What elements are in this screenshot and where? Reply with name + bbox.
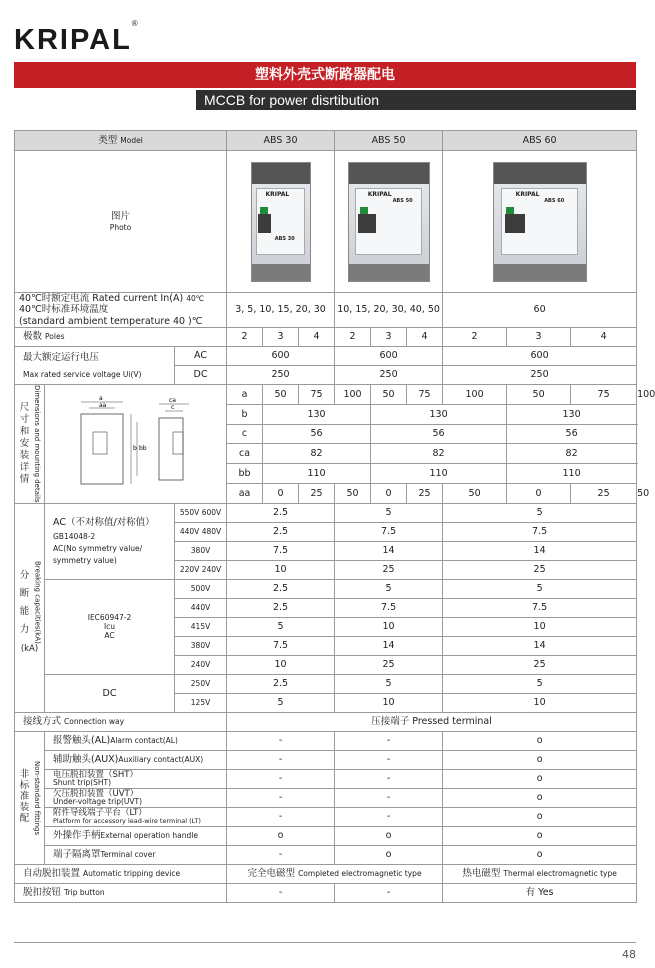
break-voltage: 125V [175, 693, 227, 712]
break-cell: 7.5 [443, 598, 637, 617]
svg-text:ca: ca [168, 397, 176, 405]
photo-label: 图片 Photo [15, 151, 227, 293]
dim-label-b: b [227, 404, 263, 424]
voltage-label: 最大额定运行电压 Max rated service voltage Ui(V) [15, 347, 175, 385]
voltage-cell: 600 [443, 347, 637, 366]
header-row [15, 131, 637, 151]
fitting-cell: o [443, 807, 637, 826]
dim-cell: 0 [371, 483, 407, 503]
dim-cell: 130 [371, 404, 507, 424]
break-cell: 7.5 [335, 522, 443, 541]
connection-row [15, 712, 637, 731]
break-cell: 10 [227, 655, 335, 674]
break-cell: 5 [443, 503, 637, 522]
trip-button-row [15, 883, 637, 902]
break-voltage: 250V [175, 674, 227, 693]
break-voltage: 220V 240V [175, 560, 227, 579]
dim-label-aa: aa [227, 483, 263, 503]
fitting-cell: o [227, 826, 335, 845]
dim-cell: 110 [371, 464, 507, 484]
break-cell: 5 [227, 617, 335, 636]
breaking-dc-group: DC [45, 674, 175, 712]
break-cell: 2.5 [227, 674, 335, 693]
fitting-label: 报警触头(AL)Alarm contact(AL) [45, 731, 227, 750]
rated-current-label: 40℃时额定电流 Rated current In(A) 40℃ 40℃时标准环境温度 (standard ambient temperature 40 )℃ [15, 293, 227, 328]
rated-current-abs30: 3, 5, 10, 15, 20, 30 [227, 293, 335, 328]
dim-label-c: c [227, 424, 263, 444]
dim-cell: 110 [507, 464, 637, 484]
fitting-cell: - [335, 807, 443, 826]
fitting-row [15, 845, 637, 864]
pole-cell: 3 [507, 328, 571, 347]
pole-cell: 3 [371, 328, 407, 347]
fitting-cell: o [335, 845, 443, 864]
breaking-iec-group: IEC60947-2 Icu AC [45, 579, 175, 674]
spec-table [14, 130, 655, 903]
voltage-cell: 600 [227, 347, 335, 366]
footer-divider [14, 942, 636, 943]
fitting-cell: - [227, 769, 335, 788]
break-cell: 10 [335, 617, 443, 636]
break-cell: 14 [335, 541, 443, 560]
dim-cell: 56 [371, 424, 507, 444]
break-cell: 7.5 [335, 598, 443, 617]
dim-cell: 56 [507, 424, 637, 444]
break-row-1 [15, 503, 637, 522]
fitting-row [15, 769, 637, 788]
dim-label-bb: bb [227, 464, 263, 484]
page-number: 48 [622, 948, 636, 961]
pole-cell: 3 [263, 328, 299, 347]
poles-row [15, 328, 637, 347]
fitting-label: 外操作手柄External operation handle [45, 826, 227, 845]
fitting-cell: - [227, 731, 335, 750]
break-cell: 5 [335, 579, 443, 598]
fitting-cell: o [443, 788, 637, 807]
photo-row [15, 151, 637, 293]
rated-current-row [15, 293, 637, 328]
dim-cell: 50 [335, 483, 371, 503]
fitting-cell: o [443, 826, 637, 845]
dim-cell: 75 [299, 385, 335, 405]
dim-cell: 75 [407, 385, 443, 405]
break-cell: 10 [443, 617, 637, 636]
voltage-ac-row [15, 347, 637, 366]
brand-logo [14, 19, 140, 57]
dim-cell: 100 [443, 385, 507, 405]
break-voltage: 240V [175, 655, 227, 674]
fitting-row [15, 788, 637, 807]
break-cell: 10 [443, 693, 637, 712]
dim-cell: 0 [507, 483, 571, 503]
break-cell: 14 [335, 636, 443, 655]
model-abs60: ABS 60 [443, 131, 637, 151]
svg-text:a: a [98, 395, 103, 403]
trip-button-cell: - [227, 883, 335, 902]
dim-row-a: 尺寸和安装详情 Dimensions and mounting details a aa b bb ca c a 50 75 100 50 75 100 50 75 100 [15, 385, 637, 405]
break-cell: 5 [443, 579, 637, 598]
break-cell: 10 [227, 560, 335, 579]
connection-label: 接线方式 Connection way [15, 712, 227, 731]
break-cell: 2.5 [227, 598, 335, 617]
fitting-row [15, 826, 637, 845]
break-voltage: 500V [175, 579, 227, 598]
break-cell: 10 [335, 693, 443, 712]
pole-cell: 4 [299, 328, 335, 347]
break-cell: 25 [335, 655, 443, 674]
dim-cell: 130 [507, 404, 637, 424]
fitting-cell: - [335, 788, 443, 807]
dim-cell: 100 [335, 385, 371, 405]
photo-abs60 [443, 151, 637, 293]
fitting-label: 欠压脱扣装置（UVT） Under-voltage trip(UVT) [45, 788, 227, 807]
fitting-cell: o [443, 769, 637, 788]
fitting-label: 端子隔离罩Terminal cover [45, 845, 227, 864]
fitting-cell: - [227, 845, 335, 864]
fitting-cell: - [335, 731, 443, 750]
breaking-ac-group: AC（不对称值/对称值） GB14048-2 AC(No symmetry value/ symmetry value) [45, 503, 175, 579]
break-cell: 7.5 [443, 522, 637, 541]
fitting-cell: o [335, 826, 443, 845]
dim-cell: 50 [507, 385, 571, 405]
auto-trip-thermal: 热电磁型 Thermal electromagnetic type [443, 864, 637, 883]
break-cell: 5 [335, 503, 443, 522]
breaker-abs50-image: KRIPAL ABS 50 [348, 162, 430, 282]
break-cell: 14 [443, 636, 637, 655]
title-en: MCCB for power disrtibution [196, 90, 636, 110]
fitting-label: 辅助触头(AUX)Auxiliary contact(AUX) [45, 750, 227, 769]
auto-trip-label: 自动脱扣装置 Automatic tripping device [15, 864, 227, 883]
fitting-cell: o [443, 750, 637, 769]
rated-current-abs60: 60 [443, 293, 637, 328]
fitting-cell: - [335, 750, 443, 769]
break-row-5 [15, 579, 637, 598]
break-cell: 2.5 [227, 503, 335, 522]
dim-cell: 82 [507, 444, 637, 464]
voltage-cell: 250 [443, 366, 637, 385]
trip-button-cell: - [335, 883, 443, 902]
break-cell: 14 [443, 541, 637, 560]
rated-current-abs50: 10, 15, 20, 30, 40, 50 [335, 293, 443, 328]
break-cell: 7.5 [227, 541, 335, 560]
title-cn: 塑料外壳式断路器配电 [14, 62, 636, 88]
dim-cell: 0 [263, 483, 299, 503]
break-cell: 5 [443, 674, 637, 693]
fitting-label: 附件导线端子平台（LT） Platform for accessory lead-wire terminal (LT) [45, 807, 227, 826]
connection-value: 压接端子 Pressed terminal [227, 712, 637, 731]
break-voltage: 440V 480V [175, 522, 227, 541]
fittings-label: 非标准装配 Non-standard fittings [15, 731, 45, 864]
svg-text:aa: aa [98, 402, 106, 410]
break-voltage: 440V [175, 598, 227, 617]
break-cell: 25 [443, 655, 637, 674]
voltage-cell: 250 [335, 366, 443, 385]
dim-cell: 50 [443, 483, 507, 503]
model-header: 类型 Model [15, 131, 227, 151]
break-voltage: 380V [175, 636, 227, 655]
break-cell: 25 [443, 560, 637, 579]
fitting-row [15, 750, 637, 769]
breaker-abs30-image: KRIPAL ABS 30 [251, 162, 311, 282]
dim-row-aa: aa 0 25 50 0 25 50 0 25 50 [15, 483, 637, 503]
dim-cell: 75 [571, 385, 637, 405]
break-voltage: 380V [175, 541, 227, 560]
breaking-label: 分断能力 Breaking capacities(kA) (kA) [15, 503, 45, 712]
trip-button-label: 脱扣按钮 Trip button [15, 883, 227, 902]
model-abs30: ABS 30 [227, 131, 335, 151]
break-cell: 2.5 [227, 579, 335, 598]
photo-abs30 [227, 151, 335, 293]
fitting-cell: - [335, 769, 443, 788]
dimensions-label: 尺寸和安装详情 Dimensions and mounting details [15, 385, 45, 504]
svg-text:b: b [132, 445, 137, 453]
break-cell: 5 [227, 693, 335, 712]
fitting-cell: - [227, 807, 335, 826]
dim-cell: 50 [263, 385, 299, 405]
dim-cell: 25 [299, 483, 335, 503]
pole-cell: 4 [407, 328, 443, 347]
auto-trip-row [15, 864, 637, 883]
pole-cell: 2 [227, 328, 263, 347]
brand-name: KRIPAL [14, 24, 132, 56]
voltage-cell: 250 [227, 366, 335, 385]
model-abs50: ABS 50 [335, 131, 443, 151]
registered-mark: ® [131, 19, 140, 29]
dim-cell: 110 [263, 464, 371, 484]
fitting-cell: o [443, 845, 637, 864]
fitting-row [15, 807, 637, 826]
pole-cell: 4 [571, 328, 637, 347]
pole-cell: 2 [443, 328, 507, 347]
auto-trip-completed: 完全电磁型 Completed electromagnetic type [227, 864, 443, 883]
dim-cell: 25 [571, 483, 637, 503]
dim-label-a: a [227, 385, 263, 405]
dim-cell: 50 [371, 385, 407, 405]
fitting-cell: - [227, 788, 335, 807]
dim-cell: 82 [263, 444, 371, 464]
break-cell: 25 [335, 560, 443, 579]
break-cell: 5 [335, 674, 443, 693]
photo-abs50 [335, 151, 443, 293]
dim-label-ca: ca [227, 444, 263, 464]
break-cell: 2.5 [227, 522, 335, 541]
dim-cell: 130 [263, 404, 371, 424]
fitting-cell: - [227, 750, 335, 769]
voltage-type: DC [175, 366, 227, 385]
trip-button-cell: 有 Yes [443, 883, 637, 902]
fitting-label: 电压脱扣装置（SHT） Shunt trip(SHT) [45, 769, 227, 788]
breaker-abs60-image: KRIPAL ABS 60 [493, 162, 587, 282]
svg-text:c: c [170, 404, 174, 412]
poles-label: 极数 Poles [15, 328, 227, 347]
dim-cell: 25 [407, 483, 443, 503]
break-row-10 [15, 674, 637, 693]
dim-cell: 82 [371, 444, 507, 464]
break-voltage: 550V 600V [175, 503, 227, 522]
pole-cell: 2 [335, 328, 371, 347]
fitting-cell: o [443, 731, 637, 750]
fitting-row [15, 731, 637, 750]
dim-cell: 56 [263, 424, 371, 444]
voltage-type: AC [175, 347, 227, 366]
svg-text:bb: bb [138, 445, 147, 453]
voltage-cell: 600 [335, 347, 443, 366]
break-voltage: 415V [175, 617, 227, 636]
dimension-drawing-svg [61, 392, 211, 492]
break-cell: 7.5 [227, 636, 335, 655]
dimension-drawing [45, 385, 227, 504]
